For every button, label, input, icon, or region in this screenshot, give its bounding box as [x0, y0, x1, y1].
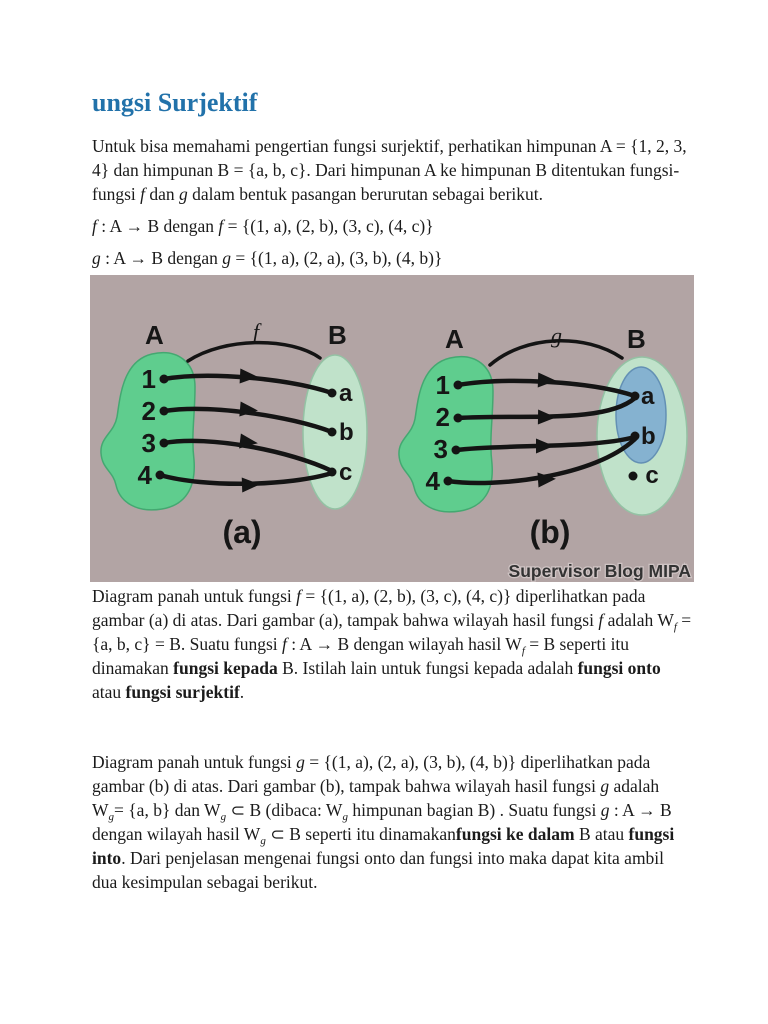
panel-b-caption: (b) — [529, 514, 571, 550]
page-title: ungsi Surjektif — [92, 88, 258, 117]
panel-b-domain-4: 4 — [425, 466, 440, 496]
formula-f: f : A → B dengan f = {(1, a), (2, b), (3, c), (4, c)} — [92, 216, 434, 236]
panel-a-domain-2: 2 — [141, 396, 156, 426]
watermark-text: Supervisor Blog MIPA — [508, 561, 691, 581]
panel-b-codomain-a: a — [641, 383, 655, 410]
panel-b-set-a-label: A — [445, 324, 464, 354]
formula-g: g : A → B dengan g = {(1, a), (2, a), (3, b), (4, b)} — [92, 248, 443, 268]
mapping-diagram-figure — [90, 275, 694, 582]
panel-a-domain-1: 1 — [141, 364, 156, 394]
panel-a-domain-4: 4 — [137, 460, 152, 490]
content-column — [92, 88, 692, 894]
panel-a-function-label: f — [253, 319, 260, 344]
explanation-b-paragraph: Diagram panah untuk fungsi g = {(1, a), (2, a), (3, b), (4, b)} diperlihatkan pada gambar (b) di atas. Dari gambar (b), tampak bahwa wilayah hasil fungsi g adalah $W_g= \{a$, b} dan $W_g$ ⊂ B (dibaca: $W_g$ himpunan bagian B) . Suatu fungsi g : A → B dengan wilayah hasil $W_g$ ⊂ B seperti itu dinamakanfungsi ke dalam B atau fungsi into. Dari penjelasan mengenai fungsi onto dan fungsi into maka dapat kita ambil dua kesimpulan sebagai berikut. — [92, 752, 675, 892]
panel-a-caption: (a) — [222, 514, 262, 550]
explanation-a-paragraph: Diagram panah untuk fungsi f = {(1, a), (2, b), (3, c), (4, c)} diperlihatkan pada gambar (a) di atas. Dari gambar (a), tampak bahwa wilayah hasil fungsi f adalah $W_f = \{a$, b, c} = B. Suatu fungsi f : A → B dengan wilayah hasil $W_f = B$ seperti itu dinamakan fungsi kepada B. Istilah lain untuk fungsi kepada adalah fungsi onto atau fungsi surjektif. — [92, 586, 692, 702]
panel-a-codomain-a: a — [339, 380, 353, 407]
panel-b-codomain-dot-c — [629, 472, 638, 481]
panel-b-codomain-b: b — [641, 423, 656, 450]
panel-a-domain-3: 3 — [141, 428, 156, 458]
panel-a-codomain-c: c — [339, 459, 353, 486]
panel-a-set-b-label: B — [328, 320, 347, 350]
panel-b-domain-3: 3 — [433, 434, 448, 464]
panel-a-set-a-label: A — [145, 320, 164, 350]
panel-b-codomain-c: c — [645, 462, 659, 489]
panel-b-function-label: g — [551, 323, 562, 348]
panel-b-domain-1: 1 — [435, 370, 450, 400]
panel-b-domain-2: 2 — [435, 402, 450, 432]
panel-b-set-b-label: B — [627, 324, 646, 354]
panel-a-codomain-b: b — [339, 419, 354, 446]
intro-paragraph: Untuk bisa memahami pengertian fungsi surjektif, perhatikan himpunan A = {1, 2, 3, 4} dan himpunan B = {a, b, c}. Dari himpunan A ke himpunan B ditentukan fungsi-fungsi f dan g dalam bentuk pasangan berurutan sebagai berikut. — [92, 136, 687, 204]
